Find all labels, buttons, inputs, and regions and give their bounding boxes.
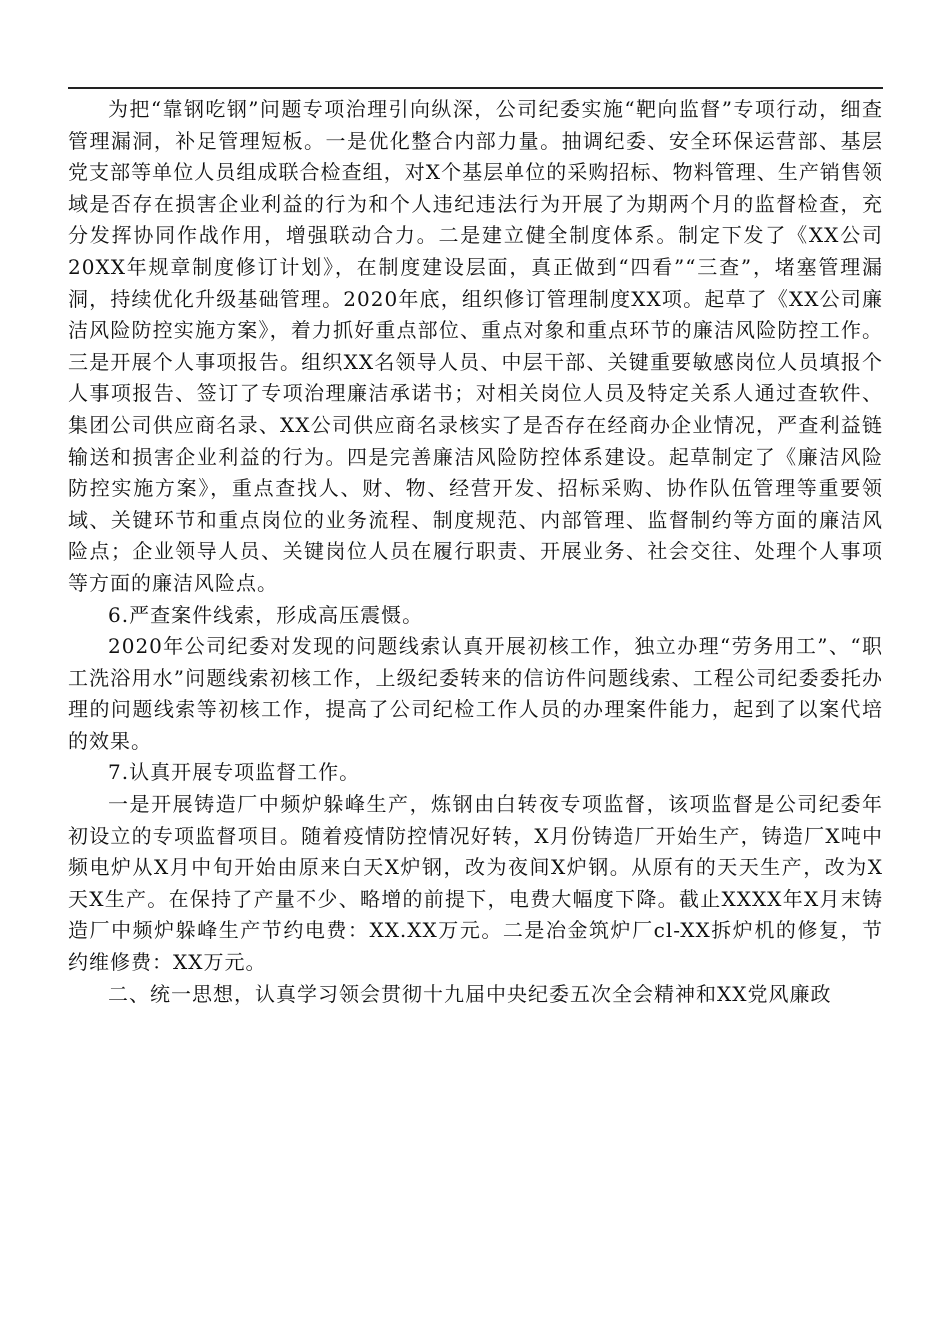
header-rule [68, 87, 883, 89]
paragraph-special-supervision: 一是开展铸造厂中频炉躲峰生产，炼钢由白转夜专项监督，该项监督是公司纪委年初设立的专项监督项目。随着疫情防控情况好转，X月份铸造厂开始生产，铸造厂X吨中频电炉从X月中旬开始由原来白天X炉钢，改为夜间X炉钢。从原有的天天生产，改为X天X生产。在保持了产量不少、略增的前提下，电费大幅度下降。截止XXXX年X月末铸造厂中频炉躲峰生产节约电费：XX.XX万元。二是冶金筑炉厂cl-XX拆炉机的修复，节约维修费：XX万元。 [68, 792, 883, 975]
heading-case-clues: 6.严查案件线索，形成高压震慑。 [108, 602, 424, 627]
paragraph-case-clues: 2020年公司纪委对发现的问题线索认真开展初核工作，独立办理“劳务用工”、“职工洗浴用水”问题线索初核工作，上级纪委转来的信访件问题线索、工程公司纪委委托办理的问题线索等初核工作，提高了公司纪检工作人员的办理案件能力，起到了以案代培的效果。 [68, 634, 883, 753]
heading-special-supervision: 7.认真开展专项监督工作。 [108, 760, 361, 785]
section-heading-unify-thinking: 二、统一思想，认真学习领会贯彻十九届中央纪委五次全会精神和XX党风廉政 [108, 981, 832, 1006]
document-body [68, 94, 883, 1010]
paragraph-targeted-supervision: 为把“靠钢吃钢”问题专项治理引向纵深，公司纪委实施“靶向监督”专项行动，细查管理漏洞，补足管理短板。一是优化整合内部力量。抽调纪委、安全环保运营部、基层党支部等单位人员组成联合检查组，对X个基层单位的采购招标、物料管理、生产销售领域是否存在损害企业利益的行为和个人违纪违法行为开展了为期两个月的监督检查，充分发挥协同作战作用，增强联动合力。二是建立健全制度体系。制定下发了《XX公司20XX年规章制度修订计划》，在制度建设层面，真正做到“四看”“三查”，堵塞管理漏洞，持续优化升级基础管理。2020年底，组织修订管理制度XX项。起草了《XX公司廉洁风险防控实施方案》，着力抓好重点部位、重点对象和重点环节的廉洁风险防控工作。三是开展个人事项报告。组织XX名领导人员、中层干部、关键重要敏感岗位人员填报个人事项报告、签订了专项治理廉洁承诺书；对相关岗位人员及特定关系人通过查软件、集团公司供应商名录、XX公司供应商名录核实了是否存在经商办企业情况，严查利益链输送和损害企业利益的行为。四是完善廉洁风险防控体系建设。起草制定了《廉洁风险防控实施方案》，重点查找人、财、物、经营开发、招标采购、协作队伍管理等重要领域、关键环节和重点岗位的业务流程、制度规范、内部管理、监督制约等方面的廉洁风险点；企业领导人员、关键岗位人员在履行职责、开展业务、社会交往、处理个人事项等方面的廉洁风险点。 [68, 97, 883, 595]
